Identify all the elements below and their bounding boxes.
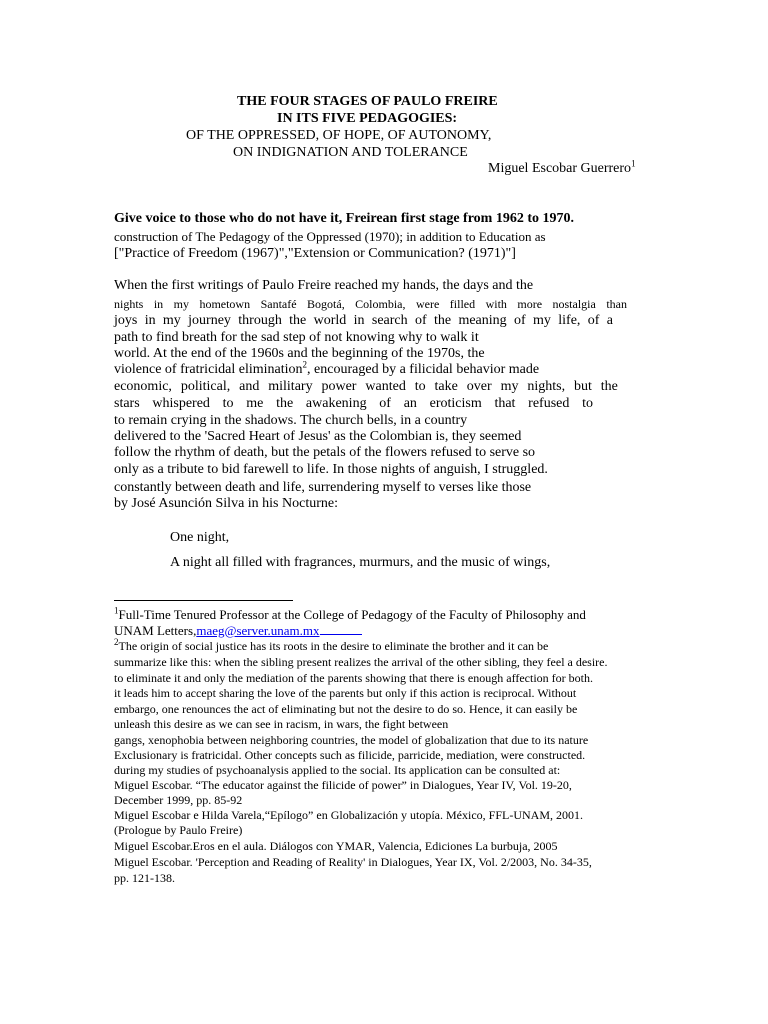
footnote-1-text: Full-Time Tenured Professor at the College of Pedagogy of the Faculty of Philosophy and <box>118 607 586 622</box>
body-line-5: world. At the end of the 1960s and the beginning of the 1970s, the <box>114 346 485 361</box>
word: the <box>434 313 452 328</box>
word: my <box>533 313 551 328</box>
poem-line-1: One night, <box>170 530 230 545</box>
word: were <box>415 297 440 311</box>
reference-1-line-1: Miguel Escobar. “The educator against the filicide of power” in Dialogues, Year IV, Vol. 19-20, <box>114 778 572 792</box>
word: the <box>289 313 307 328</box>
word: life, <box>558 313 581 328</box>
word: refused <box>528 396 570 411</box>
footnote-2-line-2: summarize like this: when the sibling present realizes the arrival of the other sibling, they feel a desire. <box>114 655 608 669</box>
footnote-2-line-6: unleash this desire as we can see in racism, in wars, the fight between <box>114 717 449 731</box>
footnote-1-mark: 1 <box>114 605 119 616</box>
body-line-7 <box>114 379 618 395</box>
footnote-2-text: The origin of social justice has its roots in the desire to eliminate the brother and it can be <box>118 639 549 653</box>
body-line-11: follow the rhythm of death, but the petals of the flowers refused to serve so <box>114 445 536 460</box>
word: to <box>222 396 234 411</box>
word: filled <box>449 297 476 311</box>
word: to <box>582 396 593 411</box>
word: world <box>313 313 347 328</box>
word: my <box>500 379 519 394</box>
body-line-9: to remain crying in the shadows. The church bells, in a country <box>114 413 468 428</box>
poem-line-2: A night all filled with fragrances, murmurs, and the music of wings, <box>170 555 551 570</box>
word: nights <box>114 297 144 311</box>
footnote-separator <box>114 600 293 601</box>
word: nostalgia <box>552 297 596 311</box>
footnote-2-line-4: it leads him to accept sharing the love of the parents but only if this action is reciprocal. Without <box>114 686 577 700</box>
word: over <box>466 379 492 394</box>
body-line-8 <box>114 396 593 412</box>
subtitle-line-2: ON INDIGNATION AND TOLERANCE <box>233 145 468 160</box>
footnote-1-affiliation: UNAM Letters, <box>114 623 197 638</box>
email-underline-trail <box>320 624 362 635</box>
word: to <box>414 379 426 394</box>
footnote-2-line-5: embargo, one renounces the act of eliminating but not the desire to do so. Hence, it can easily be <box>114 702 578 716</box>
word: military <box>268 379 313 394</box>
word: the <box>600 379 618 394</box>
word: Colombia, <box>355 297 406 311</box>
word: take <box>434 379 458 394</box>
reference-3: Miguel Escobar.Eros en el aula. Diálogos con YMAR, Valencia, Ediciones La burbuja, 2005 <box>114 839 558 853</box>
word: of <box>587 313 600 328</box>
word: wanted <box>365 379 406 394</box>
author-footnote-mark: 1 <box>631 158 636 169</box>
reference-2-line-2: (Prologue by Paulo Freire) <box>114 823 243 837</box>
footnote-2-mark: 2 <box>114 637 119 647</box>
word: my <box>162 313 181 328</box>
word: of <box>379 396 391 411</box>
word: nights, <box>527 379 566 394</box>
footnote-2-line-8: Exclusionary is fratricidal. Other concepts such as filicide, parricide, mediation, were constructed. <box>114 748 586 762</box>
word: Bogotá, <box>307 297 345 311</box>
word: that <box>494 396 516 411</box>
word: awakening <box>305 396 367 411</box>
author-name: Miguel Escobar Guerrero <box>488 161 632 176</box>
reference-2-line-1: Miguel Escobar e Hilda Varela,“Epílogo” en Globalización y utopía. México, FFL-UNAM, 2001. <box>114 808 584 822</box>
body-line-6 <box>114 359 540 378</box>
body-line-1: When the first writings of Paulo Freire reached my hands, the days and the <box>114 278 534 293</box>
body-line-4: path to find breath for the sad step of not knowing why to walk it <box>114 330 479 345</box>
word: with <box>485 297 507 311</box>
reference-1-line-2: December 1999, pp. 85-92 <box>114 793 243 807</box>
footnote-1-line-1 <box>114 607 586 623</box>
word: political, <box>180 379 231 394</box>
subtitle-line-1: OF THE OPPRESSED, OF HOPE, OF AUTONOMY, <box>186 128 492 143</box>
section-subline-2: ["Practice of Freedom (1967)","Extension or Communication? (1971)"] <box>114 246 516 261</box>
body-line-6-start: violence of fratricidal elimination <box>114 362 303 377</box>
footnote-2-line-9: during my studies of psychoanalysis applied to the social. Its application can be consulted at: <box>114 763 561 777</box>
footnote-2-line-1 <box>114 639 548 654</box>
word: search <box>371 313 408 328</box>
word: economic, <box>114 379 172 394</box>
word: me <box>246 396 264 411</box>
word: my <box>173 297 189 311</box>
word: joys <box>114 313 138 328</box>
title-line-1: THE FOUR STAGES OF PAULO FREIRE <box>237 94 498 109</box>
word: hometown <box>199 297 251 311</box>
word: more <box>517 297 543 311</box>
body-line-6-end: , encouraged by a filicidal behavior made <box>307 362 540 377</box>
word: of <box>414 313 427 328</box>
footnote-1-line-2 <box>114 623 362 639</box>
word: meaning <box>458 313 507 328</box>
word: whispered <box>152 396 210 411</box>
footnote-mark-2: 2 <box>302 359 308 370</box>
author-byline <box>488 158 636 177</box>
word: than <box>606 297 627 311</box>
footnote-2-line-7: gangs, xenophobia between neighboring countries, the model of globalization that due to its nature <box>114 733 589 747</box>
word: an <box>403 396 417 411</box>
word: but <box>574 379 592 394</box>
section-subline-1: construction of The Pedagogy of the Oppressed (1970); in addition to Education as <box>114 229 546 244</box>
body-line-13: constantly between death and life, surrendering myself to verses like those <box>114 480 532 495</box>
body-line-14: by José Asunción Silva in his Nocturne: <box>114 496 338 511</box>
word: and <box>239 379 260 394</box>
section-heading: Give voice to those who do not have it, Freirean first stage from 1962 to 1970. <box>114 211 574 226</box>
reference-4-line-2: pp. 121-138. <box>114 871 175 885</box>
word: eroticism <box>429 396 482 411</box>
word: the <box>276 396 294 411</box>
footnote-2-line-3: to eliminate it and only the mediation of the parents showing that there is enough affection for both. <box>114 671 593 685</box>
body-line-12: only as a tribute to bid farewell to life. In those nights of anguish, I struggled. <box>114 462 548 477</box>
word: journey <box>188 313 231 328</box>
body-line-3 <box>114 313 613 329</box>
word: through <box>238 313 282 328</box>
title-line-2: IN ITS FIVE PEDAGOGIES: <box>277 111 458 126</box>
body-line-10: delivered to the 'Sacred Heart of Jesus' as the Colombian is, they seemed <box>114 429 522 444</box>
word: in <box>144 313 156 328</box>
word: in <box>353 313 365 328</box>
word: Santafé <box>260 297 297 311</box>
reference-4-line-1: Miguel Escobar. 'Perception and Reading of Reality' in Dialogues, Year IX, Vol. 2/2003, No. 34-35, <box>114 855 592 869</box>
word: power <box>321 379 357 394</box>
body-line-2 <box>114 297 627 312</box>
word: a <box>606 313 613 328</box>
word: in <box>153 297 164 311</box>
word: of <box>514 313 526 328</box>
word: stars <box>114 396 140 411</box>
author-email-link[interactable]: maeg@server.unam.mx <box>196 623 320 638</box>
